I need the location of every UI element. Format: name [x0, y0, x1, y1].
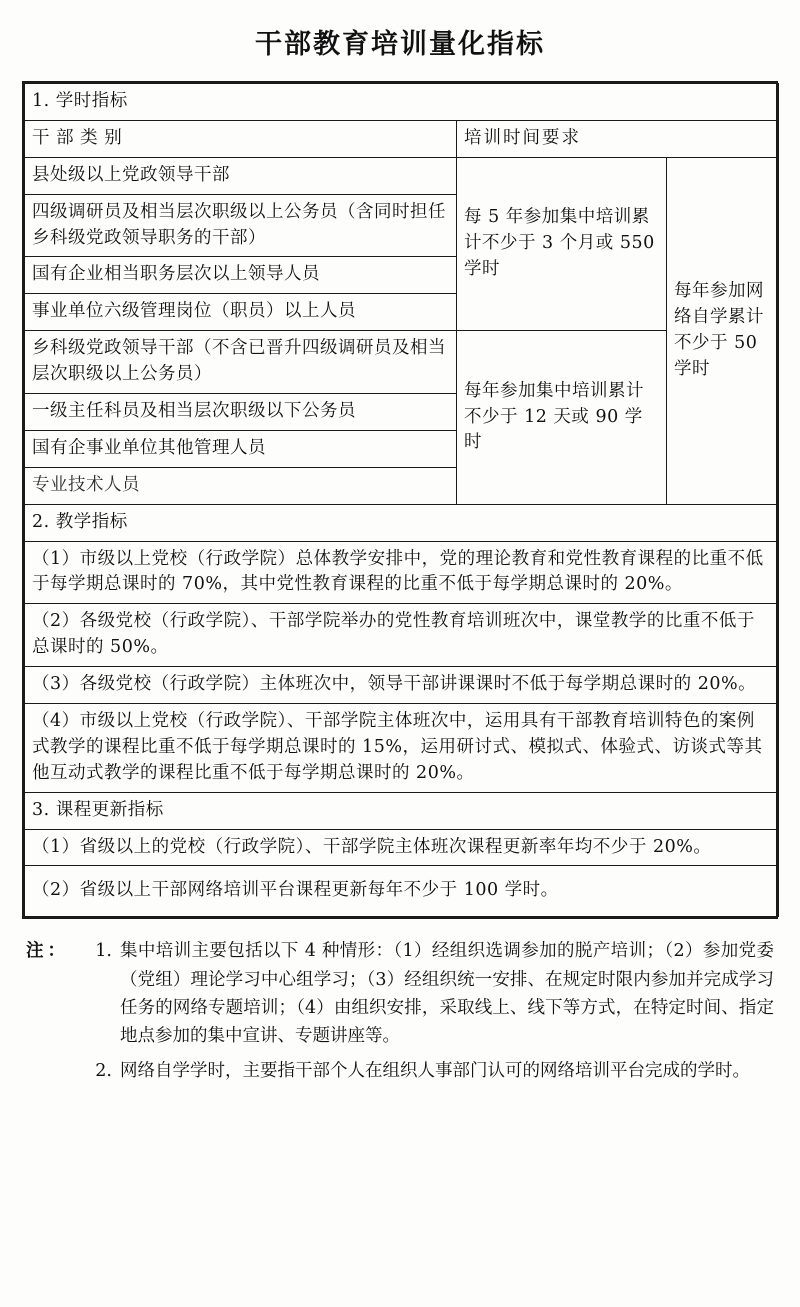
section3-heading: 3. 课程更新指标 — [25, 792, 779, 829]
notes-block — [26, 937, 774, 1085]
requirement-online-cell: 每年参加网络自学累计不少于 50 学时 — [667, 157, 779, 504]
section-heading-row — [25, 84, 779, 121]
section-heading-row — [25, 504, 779, 541]
teaching-item-2: （2）各级党校（行政学院）、干部学院举办的党性教育培训班次中，课堂教学的比重不低于总课时的 50%。 — [25, 604, 779, 667]
update-item-1: （1）省级以上的党校（行政学院）、干部学院主体班次课程更新率年均不少于 20%。 — [25, 829, 779, 866]
teaching-item-row — [25, 604, 779, 667]
teaching-item-4: （4）市级以上党校（行政学院）、干部学院主体班次中，运用具有干部教育培训特色的案例式教学的课程比重不低于每学期总课时的 15%，运用研讨式、模拟式、体验式、访谈式等其他互动式教学的课程比重不低于每学期总课时的 20%。 — [25, 704, 779, 793]
section2-heading: 2. 教学指标 — [25, 504, 779, 541]
section1-heading: 1. 学时指标 — [25, 84, 779, 121]
indicator-table — [22, 81, 778, 919]
update-item-2: （2）省级以上干部网络培训平台课程更新每年不少于 100 学时。 — [25, 866, 779, 917]
category-cell: 乡科级党政领导干部（不含已晋升四级调研员及相当层次职级以上公务员） — [25, 331, 457, 394]
column-header-category: 干 部 类 别 — [25, 120, 457, 157]
teaching-item-row — [25, 541, 779, 604]
teaching-item-1: （1）市级以上党校（行政学院）总体教学安排中，党的理论教育和党性教育课程的比重不低于每学期总课时的 70%，其中党性教育课程的比重不低于每学期总课时的 20%。 — [25, 541, 779, 604]
table-row — [25, 331, 779, 394]
category-cell: 国有企事业单位其他管理人员 — [25, 430, 457, 467]
note-number: 2. — [95, 1060, 112, 1081]
section-heading-row — [25, 792, 779, 829]
column-header-requirement: 培训时间要求 — [457, 120, 779, 157]
update-item-row — [25, 866, 779, 917]
teaching-item-3: （3）各级党校（行政学院）主体班次中，领导干部讲课课时不低于每学期总课时的 20%。 — [25, 667, 779, 704]
teaching-item-row — [25, 667, 779, 704]
update-item-row — [25, 829, 779, 866]
category-cell: 国有企业相当职务层次以上领导人员 — [25, 257, 457, 294]
category-cell: 四级调研员及相当层次职级以上公务员（含同时担任乡科级党政领导职务的干部） — [25, 194, 457, 257]
requirement-group1-cell: 每 5 年参加集中培训累计不少于 3 个月或 550 学时 — [457, 157, 667, 330]
page-title: 干部教育培训量化指标 — [255, 29, 545, 60]
notes-label: 注： — [26, 941, 69, 962]
note-item — [26, 937, 774, 1050]
category-cell: 专业技术人员 — [25, 467, 457, 504]
note-number: 1. — [95, 941, 112, 962]
category-cell: 事业单位六级管理岗位（职员）以上人员 — [25, 294, 457, 331]
table-row — [25, 157, 779, 194]
column-header-row — [25, 120, 779, 157]
note-text: 集中培训主要包括以下 4 种情形：（1）经组织选调参加的脱产培训；（2）参加党委（党组）理论学习中心组学习；（3）经组织统一安排、在规定时限内参加并完成学习任务的网络专题培训；（4）由组织安排，采取线上、线下等方式，在特定时间、指定地点参加的集中宣讲、专题讲座等。 — [120, 941, 774, 1047]
teaching-item-row — [25, 704, 779, 793]
category-cell: 县处级以上党政领导干部 — [25, 157, 457, 194]
category-cell: 一级主任科员及相当层次职级以下公务员 — [25, 394, 457, 431]
requirement-group2-cell: 每年参加集中培训累计不少于 12 天或 90 学时 — [457, 331, 667, 504]
note-text: 网络自学学时，主要指干部个人在组织人事部门认可的网络培训平台完成的学时。 — [120, 1060, 750, 1081]
note-item — [26, 1057, 774, 1085]
